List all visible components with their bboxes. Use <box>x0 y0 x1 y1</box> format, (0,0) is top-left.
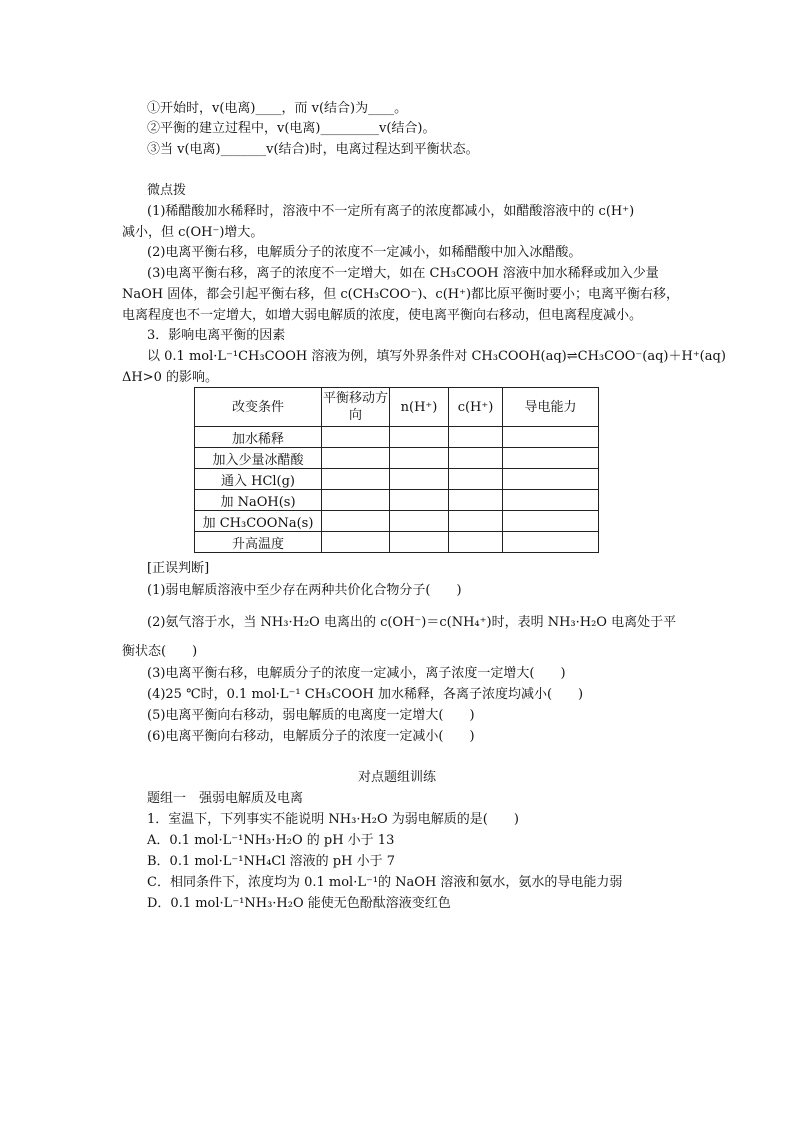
text-line: ②平衡的建立过程中，v(电离)_________v(结合)。 <box>147 121 436 136</box>
table-cell <box>449 532 503 553</box>
table-header: c(H⁺) <box>449 388 503 427</box>
table-cell <box>503 448 599 469</box>
text-line: 衡状态( ) <box>122 644 198 659</box>
table-row <box>195 511 599 532</box>
text-line: 1．室温下，下列事实不能说明 NH₃·H₂O 为弱电解质的是( ) <box>147 812 519 827</box>
section-title: 对点题组训练 <box>357 770 436 785</box>
text-line: (5)电离平衡向右移动，弱电解质的电离度一定增大( ) <box>147 708 475 723</box>
text-line: (4)25 ℃时，0.1 mol·L⁻¹ CH₃COOH 加水稀释，各离子浓度均减小( ) <box>147 687 584 702</box>
text-line: (2)氨气溶于水，当 NH₃·H₂O 电离出的 c(OH⁻)＝c(NH₄⁺)时，表明 NH₃·H₂O 电离处于平 <box>147 615 677 630</box>
table-cell: 加水稀释 <box>195 427 322 448</box>
influence-table <box>194 387 599 553</box>
table-cell <box>322 532 390 553</box>
table-cell: 通入 HCl(g) <box>195 469 322 490</box>
text-line: (1)稀醋酸加水稀释时，溶液中不一定所有离子的浓度都减小，如醋酸溶液中的 c(H⁺) <box>147 204 635 219</box>
table-header: 导电能力 <box>503 388 599 427</box>
text-line: D．0.1 mol·L⁻¹NH₃·H₂O 能使无色酚酞溶液变红色 <box>147 896 451 911</box>
table-cell <box>390 427 449 448</box>
table-cell <box>503 511 599 532</box>
table-cell <box>322 427 390 448</box>
table-cell <box>390 448 449 469</box>
text-line: (6)电离平衡向右移动，电解质分子的浓度一定减小( ) <box>147 729 475 744</box>
table-cell <box>449 469 503 490</box>
text-line: 题组一 强弱电解质及电离 <box>147 791 304 806</box>
section-heading: [正误判断] <box>147 561 210 576</box>
table-cell <box>449 427 503 448</box>
text-line: (1)弱电解质溶液中至少存在两种共价化合物分子( ) <box>147 583 462 598</box>
table-header-row <box>195 388 599 427</box>
table-header: 改变条件 <box>195 388 322 427</box>
text-line: 减小，但 c(OH⁻)增大。 <box>122 225 264 240</box>
table-cell <box>503 490 599 511</box>
table-cell <box>390 532 449 553</box>
section-heading: 微点拨 <box>147 183 187 198</box>
table-cell <box>503 532 599 553</box>
table-cell <box>449 490 503 511</box>
text-line: NaOH 固体，都会引起平衡右移，但 c(CH₃COO⁻)、c(H⁺)都比原平衡时要小；电离平衡右移， <box>122 287 680 302</box>
text-line: ③当 v(电离)_______v(结合)时，电离过程达到平衡状态。 <box>147 142 479 157</box>
text-line: B．0.1 mol·L⁻¹NH₄Cl 溶液的 pH 小于 7 <box>147 854 395 869</box>
table-header: n(H⁺) <box>390 388 449 427</box>
table-cell: 加 CH₃COONa(s) <box>195 511 322 532</box>
table-cell <box>449 448 503 469</box>
table-header: 平衡移动方向 <box>322 388 390 427</box>
text-line: 以 0.1 mol·L⁻¹CH₃COOH 溶液为例，填写外界条件对 CH₃COOH(aq)⇌CH₃COO⁻(aq)＋H⁺(aq) <box>147 349 726 364</box>
text-line: ①开始时，v(电离)____，而 v(结合)为____。 <box>147 101 408 116</box>
text-line: (3)电离平衡右移，电解质分子的浓度一定减小，离子浓度一定增大( ) <box>147 666 566 681</box>
table-row <box>195 469 599 490</box>
text-line: ΔH>0 的影响。 <box>122 370 219 385</box>
table-cell <box>322 448 390 469</box>
table-cell <box>390 469 449 490</box>
table-cell <box>322 490 390 511</box>
table-cell: 升高温度 <box>195 532 322 553</box>
text-line: (3)电离平衡右移，离子的浓度不一定增大，如在 CH₃COOH 溶液中加水稀释或加入少量 <box>147 266 659 281</box>
text-line: 3．影响电离平衡的因素 <box>147 328 286 343</box>
text-line: (2)电离平衡右移，电解质分子的浓度不一定减小，如稀醋酸中加入冰醋酸。 <box>147 245 582 260</box>
text-line: C．相同条件下，浓度均为 0.1 mol·L⁻¹的 NaOH 溶液和氨水，氨水的导电能力弱 <box>147 875 623 890</box>
table-cell <box>322 469 390 490</box>
table-cell <box>503 427 599 448</box>
table-cell <box>322 511 390 532</box>
table-cell <box>503 469 599 490</box>
table-row <box>195 532 599 553</box>
table-cell <box>449 511 503 532</box>
table-cell: 加 NaOH(s) <box>195 490 322 511</box>
table-row <box>195 490 599 511</box>
table-cell <box>390 511 449 532</box>
table-row <box>195 448 599 469</box>
text-line: 电离程度也不一定增大，如增大弱电解质的浓度，使电离平衡向右移动，但电离程度减小。 <box>122 308 643 323</box>
table-cell <box>390 490 449 511</box>
table-row <box>195 427 599 448</box>
table-cell: 加入少量冰醋酸 <box>195 448 322 469</box>
text-line: A．0.1 mol·L⁻¹NH₃·H₂O 的 pH 小于 13 <box>147 833 395 848</box>
